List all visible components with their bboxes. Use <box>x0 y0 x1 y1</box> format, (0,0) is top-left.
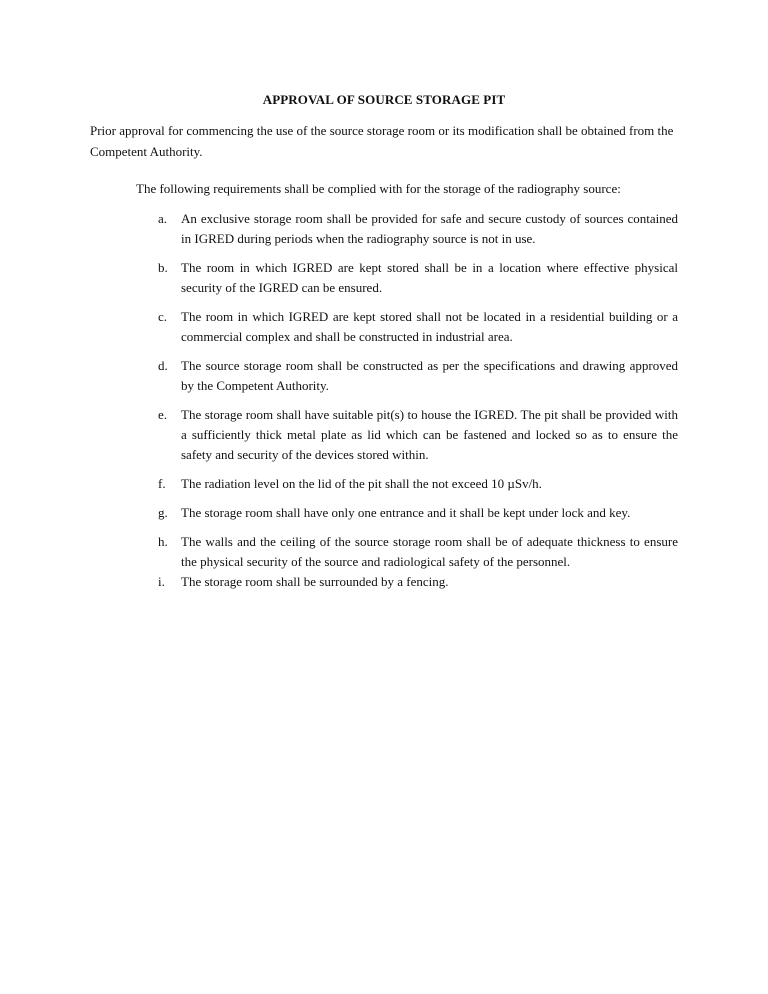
intro-paragraph: Prior approval for commencing the use of the source storage room or its modification shall be obtained from the Competent Authority. <box>90 123 674 159</box>
requirement-item <box>158 532 678 572</box>
requirement-letter: f. <box>158 476 166 491</box>
requirement-item <box>158 405 678 465</box>
requirement-text: The room in which IGRED are kept stored shall be in a location where effective physical security of the IGRED can be ensured. <box>181 260 678 295</box>
requirement-item <box>158 209 678 249</box>
requirement-text: The radiation level on the lid of the pit shall the not exceed 10 µSv/h. <box>181 476 542 491</box>
requirement-letter: c. <box>158 309 168 324</box>
requirement-letter: b. <box>158 260 168 275</box>
requirement-item <box>158 307 678 347</box>
requirement-letter: i. <box>158 574 165 589</box>
requirement-letter: d. <box>158 358 168 373</box>
requirement-item <box>158 356 678 396</box>
requirement-text: The room in which IGRED are kept stored shall not be located in a residential building or a commercial complex and shall be constructed in industrial area. <box>181 309 678 344</box>
requirement-letter: e. <box>158 407 168 422</box>
requirement-letter: a. <box>158 211 168 226</box>
requirement-text: The walls and the ceiling of the source storage room shall be of adequate thickness to ensure the physical security of the source and radiological safety of the personnel. <box>181 534 678 569</box>
requirement-text: The source storage room shall be constructed as per the specifications and drawing approved by the Competent Authority. <box>181 358 678 393</box>
requirement-letter: h. <box>158 534 168 549</box>
page-title: APPROVAL OF SOURCE STORAGE PIT <box>262 92 506 107</box>
requirement-item <box>158 503 678 523</box>
requirement-item <box>158 572 678 592</box>
requirement-text: The storage room shall be surrounded by a fencing. <box>181 574 449 589</box>
requirement-text: The storage room shall have suitable pit(s) to house the IGRED. The pit shall be provided with a sufficiently thick metal plate as lid which can be fastened and locked so as to ensure the safety and security of the devices stored within. <box>181 407 678 462</box>
requirements-lead: The following requirements shall be complied with for the storage of the radiography source: <box>136 181 621 196</box>
requirement-text: The storage room shall have only one entrance and it shall be kept under lock and key. <box>181 505 631 520</box>
requirements-list <box>158 209 678 601</box>
requirement-letter: g. <box>158 505 168 520</box>
requirement-item <box>158 258 678 298</box>
requirement-item <box>158 474 678 494</box>
requirement-text: An exclusive storage room shall be provided for safe and secure custody of sources contained in IGRED during periods when the radiography source is not in use. <box>181 211 678 246</box>
